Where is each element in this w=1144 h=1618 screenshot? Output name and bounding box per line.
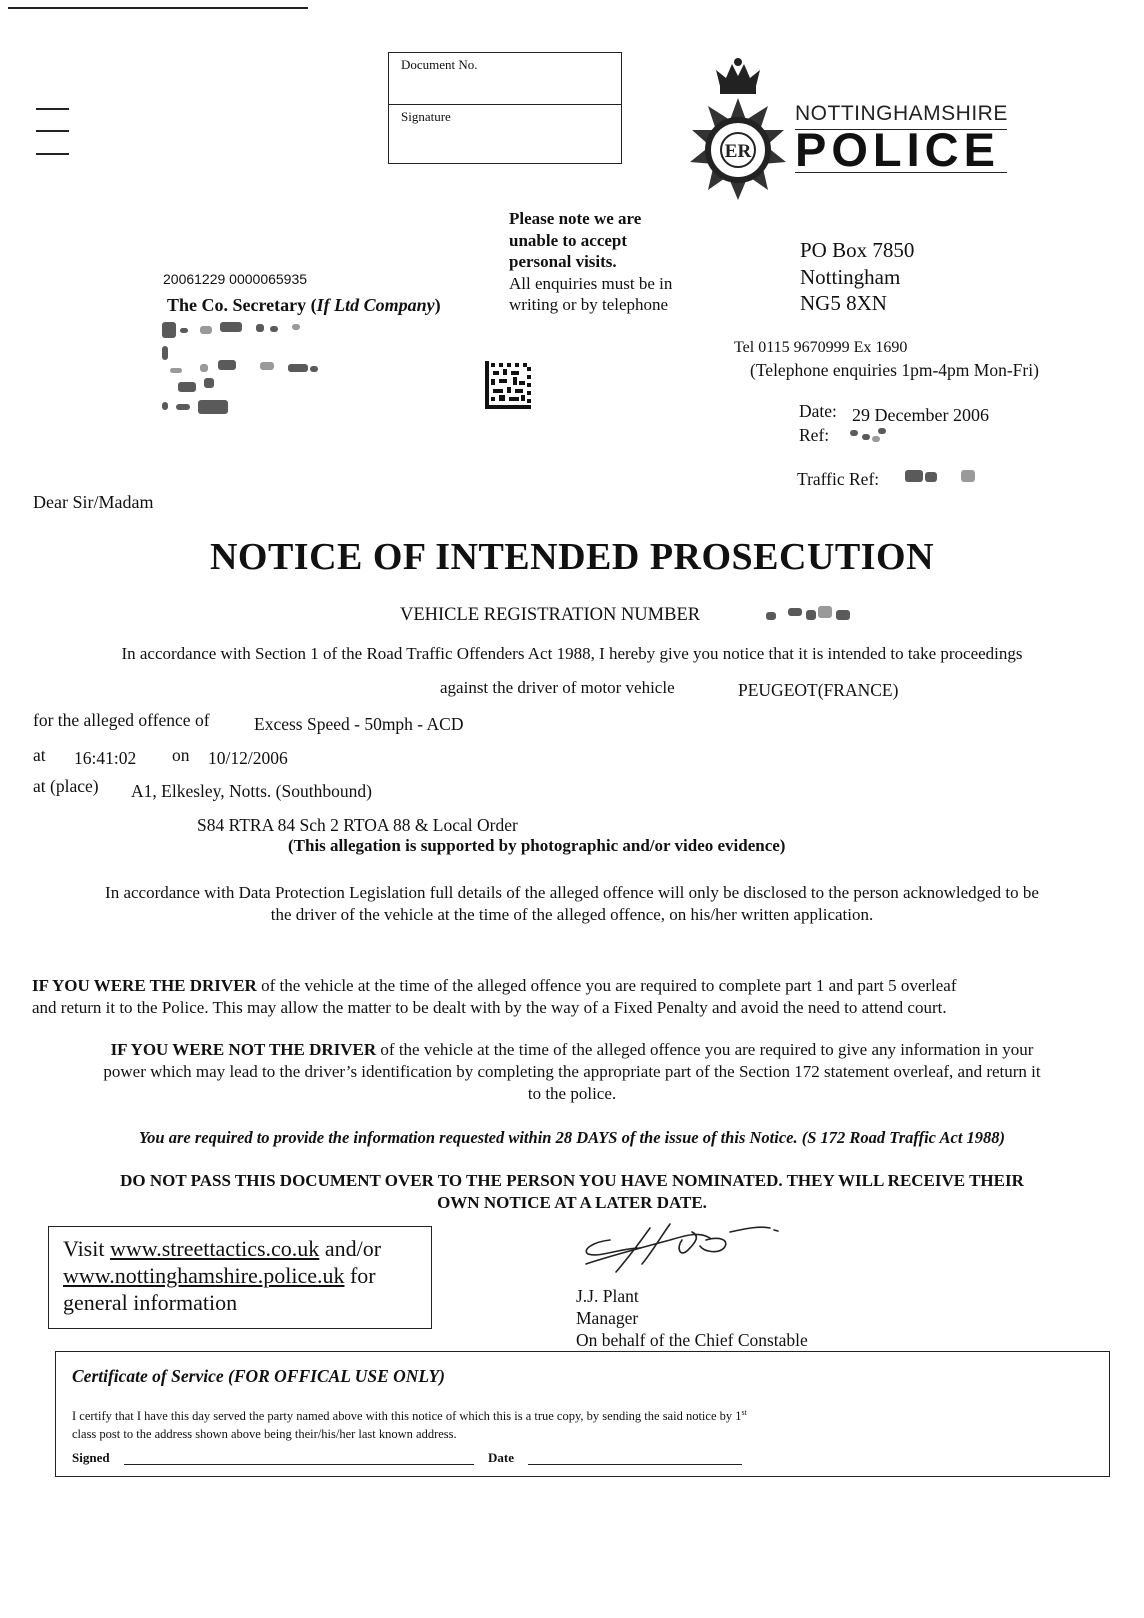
ref-label: Ref: xyxy=(799,425,830,445)
logo-line2: POLICE xyxy=(795,123,1000,176)
top-rule xyxy=(8,7,308,9)
not-driver-text: power which may lead to the driver’s identification by completing the appropriate part of the Section 172 statement overleaf, and return it xyxy=(103,1062,1041,1081)
streettactics-link[interactable]: www.streettactics.co.uk xyxy=(109,1236,320,1261)
police-address xyxy=(800,237,914,317)
recipient-prefix: The Co. Secretary ( xyxy=(167,295,317,315)
warning xyxy=(20,1170,1124,1214)
visits-notice-line: unable to accept xyxy=(509,230,628,250)
document-no-label: Document No. xyxy=(389,53,621,105)
visits-notice-line: Please note we are xyxy=(509,209,642,228)
page-title: NOTICE OF INTENDED PROSECUTION xyxy=(209,536,935,578)
signed-label: Signed xyxy=(72,1450,110,1465)
document-box xyxy=(388,52,622,164)
vrn-label: VEHICLE REGISTRATION NUMBER xyxy=(400,605,701,625)
intro-line-1: In accordance with Section 1 of the Road Traffic Offenders Act 1988, I hereby give you notice that it is intended to take proceedings xyxy=(121,644,1023,663)
date-on-label: on xyxy=(172,745,190,765)
fold-mark xyxy=(36,153,69,155)
salutation: Dear Sir/Madam xyxy=(33,492,154,512)
visits-notice xyxy=(509,208,672,316)
fold-mark xyxy=(36,108,69,110)
barcode xyxy=(485,361,531,409)
redacted-ref xyxy=(850,428,890,444)
recipient-line xyxy=(167,295,441,316)
address-line: Nottingham xyxy=(800,264,901,289)
offence-place: A1, Elkesley, Notts. (Southbound) xyxy=(131,781,372,801)
intro-line-2: against the driver of motor vehicle xyxy=(440,678,675,697)
visit-prefix: Visit xyxy=(63,1236,110,1261)
handwritten-signature xyxy=(580,1218,780,1278)
vehicle-make: PEUGEOT(FRANCE) xyxy=(738,680,899,700)
logo-line1: NOTTINGHAMSHIRE xyxy=(795,102,1008,125)
reference-code: 20061229 0000065935 xyxy=(163,271,308,287)
redacted-vrn xyxy=(766,606,862,624)
not-driver-heading: IF YOU WERE NOT THE DRIVER xyxy=(110,1040,377,1059)
fold-mark xyxy=(36,130,69,132)
offence-label: for the alleged offence of xyxy=(33,710,210,730)
telephone-hours: (Telephone enquiries 1pm-4pm Mon-Fri) xyxy=(750,360,1039,380)
not-driver-text: of the vehicle at the time of the alleged offence you are required to give any information in your xyxy=(380,1040,1034,1059)
address-line: NG5 8XN xyxy=(800,291,887,315)
signed-line[interactable] xyxy=(124,1464,474,1465)
date-value: 29 December 2006 xyxy=(852,405,989,425)
not-driver-text: to the police. xyxy=(527,1084,617,1103)
visit-line3: general information xyxy=(63,1290,238,1315)
deadline-note: You are required to provide the information requested within 28 DAYS of the issue of this Notice. (S 172 Road Traffic Act 1988) xyxy=(138,1128,1006,1147)
certificate-text-line: class post to the address shown above being their/his/her last known address. xyxy=(72,1427,457,1442)
signatory-name: J.J. Plant xyxy=(576,1286,639,1306)
certificate-title: Certificate of Service (FOR OFFICAL USE ONLY) xyxy=(72,1366,445,1386)
visits-notice-line: personal visits. xyxy=(509,252,617,271)
offence-time: 16:41:02 xyxy=(74,748,137,768)
info-box xyxy=(48,1226,432,1329)
data-protection-line: In accordance with Data Protection Legislation full details of the alleged offence will only be disclosed to the person acknowledged to be xyxy=(105,883,1039,902)
warning-line: OWN NOTICE AT A LATER DATE. xyxy=(437,1193,707,1212)
signatory xyxy=(576,1285,808,1351)
offence-date: 10/12/2006 xyxy=(208,748,288,768)
visits-notice-line: All enquiries must be in xyxy=(509,273,673,293)
time-label: at xyxy=(33,745,46,765)
crest-cipher: ER xyxy=(724,141,752,162)
police-crest-logo xyxy=(676,58,800,200)
warning-line: DO NOT PASS THIS DOCUMENT OVER TO THE PERSON YOU HAVE NOMINATED. THEY WILL RECEIVE THEIR xyxy=(120,1171,1024,1190)
date-line[interactable] xyxy=(528,1464,742,1465)
visit-mid: and/or xyxy=(319,1236,382,1261)
telephone: Tel 0115 9670999 Ex 1690 xyxy=(734,339,908,356)
signature-label: Signature xyxy=(401,109,451,124)
visit-suffix: for xyxy=(344,1263,376,1288)
data-protection xyxy=(20,882,1124,926)
driver-paragraph xyxy=(32,975,957,1019)
nottinghamshire-police-link[interactable]: www.nottinghamshire.police.uk xyxy=(63,1263,345,1288)
offence-value: Excess Speed - 50mph - ACD xyxy=(254,714,464,734)
date-label: Date: xyxy=(799,401,837,421)
legislation: S84 RTRA 84 Sch 2 RTOA 88 & Local Order xyxy=(197,815,518,835)
data-protection-line: the driver of the vehicle at the time of the alleged offence, on his/her written application. xyxy=(270,905,874,924)
place-label: at (place) xyxy=(33,776,99,796)
evidence-note: (This allegation is supported by photographic and/or video evidence) xyxy=(288,836,786,855)
certificate-text xyxy=(72,1404,747,1443)
recipient-suffix: ) xyxy=(434,295,441,315)
certificate-of-service xyxy=(55,1351,1110,1477)
certificate-text-line: I certify that I have this day served the party named above with this notice of which this is a true copy, by sending the said notice by 1 xyxy=(72,1409,742,1424)
logo-rule xyxy=(795,172,1007,173)
visits-notice-line: writing or by telephone xyxy=(509,295,669,314)
certificate-sup: st xyxy=(741,1408,747,1417)
date-field-label: Date xyxy=(488,1450,514,1465)
driver-text: and return it to the Police. This may allow the matter to be dealt with by the way of a Fixed Penalty and avoid the need to attend court. xyxy=(32,998,947,1017)
driver-text: of the vehicle at the time of the alleged offence you are required to complete part 1 and part 5 overleaf xyxy=(261,976,957,995)
driver-heading: IF YOU WERE THE DRIVER xyxy=(32,976,257,995)
signatory-behalf: On behalf of the Chief Constable xyxy=(576,1330,808,1350)
recipient-italic: If Ltd Company xyxy=(316,295,435,315)
redacted-address xyxy=(160,320,320,430)
traffic-ref-label: Traffic Ref: xyxy=(797,469,880,489)
redacted-traffic-ref xyxy=(905,468,985,484)
address-line: PO Box 7850 xyxy=(800,238,915,262)
not-driver-paragraph xyxy=(20,1039,1124,1105)
signatory-role: Manager xyxy=(576,1308,639,1328)
